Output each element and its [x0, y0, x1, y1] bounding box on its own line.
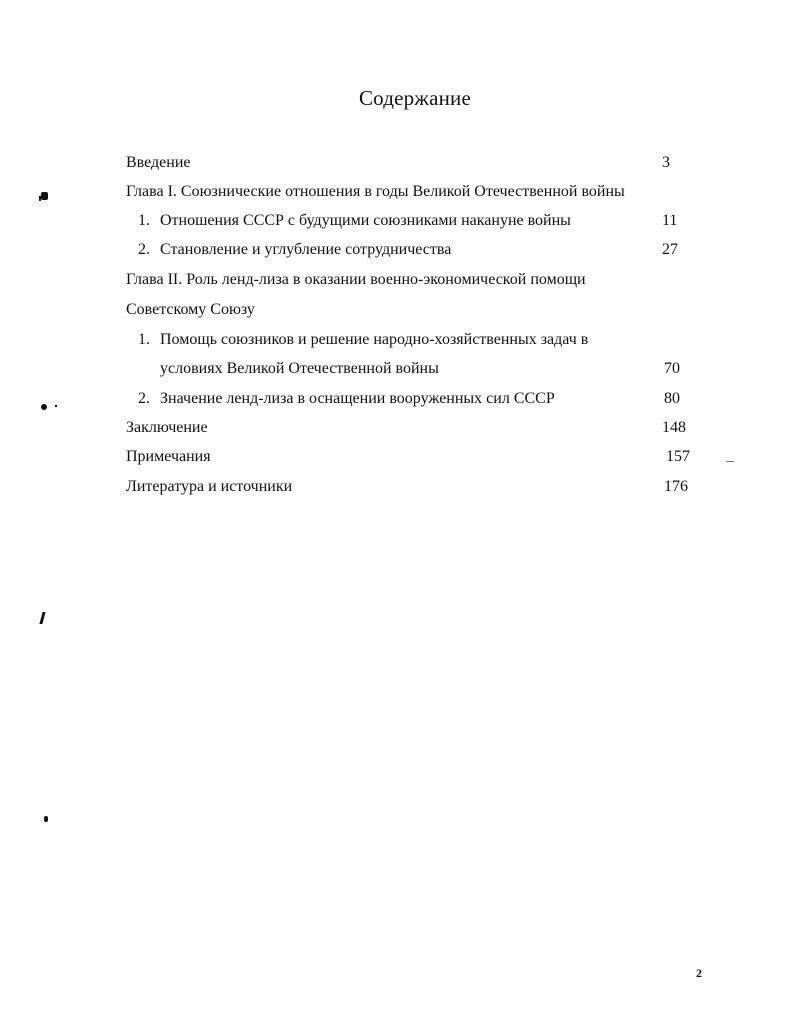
toc-entry-text: Помощь союзников и решение народно-хозяйственных задач в: [160, 331, 589, 348]
toc-page-number: 70: [664, 360, 680, 377]
toc-entry-introduction: [126, 153, 191, 173]
toc-entry-text: Отношения СССР с будущими союзниками накануне войны: [160, 212, 571, 229]
footer-page-number: 2: [696, 966, 702, 980]
scan-speck: [39, 196, 41, 201]
toc-page-number: 80: [664, 390, 680, 407]
scan-speck: [44, 816, 48, 822]
toc-entry-chapter-1: [126, 182, 625, 202]
toc-entry-text: условиях Великой Отечественной войны: [160, 360, 439, 377]
toc-entry-section-1-1: [138, 211, 571, 231]
toc-entry-chapter-2-cont: [126, 300, 255, 320]
toc-entry-literature: [126, 477, 292, 497]
toc-entry-number: 2.: [138, 390, 150, 407]
toc-page-number: 148: [662, 419, 686, 436]
toc-entry-section-2-1: [138, 330, 588, 350]
toc-entry-text: Литература и источники: [126, 478, 293, 495]
toc-entry-number: 1.: [138, 212, 150, 229]
toc-entry-section-2-2: [138, 389, 555, 409]
toc-entry-number: 2.: [138, 241, 150, 258]
toc-page-number: 3: [662, 154, 670, 171]
scan-speck: [41, 404, 47, 410]
toc-entry-number: 1.: [138, 331, 150, 348]
toc-entry-section-1-2: [138, 240, 451, 260]
toc-page-number: 11: [662, 212, 678, 229]
page-title: Содержание: [358, 86, 472, 110]
toc-entry-chapter-2: [126, 270, 586, 290]
toc-entry-text: Глава I. Союзнические отношения в годы Великой Отечественной войны: [126, 183, 625, 200]
toc-entry-section-2-1-cont: [160, 359, 439, 379]
toc-page-number: 157: [666, 448, 690, 465]
scan-speck: [726, 461, 734, 462]
toc-entry-notes: [126, 447, 211, 467]
toc-entry-text: Советскому Союзу: [126, 301, 255, 318]
toc-entry-text: Примечания: [126, 448, 211, 465]
scan-speck: [55, 405, 57, 407]
toc-entry-text: Заключение: [126, 419, 208, 436]
toc-page-number: 176: [664, 478, 688, 495]
toc-entry-text: Введение: [126, 154, 191, 171]
scan-speck: [41, 192, 48, 200]
toc-entry-conclusion: [126, 418, 208, 438]
toc-entry-text: Становление и углубление сотрудничества: [160, 241, 452, 258]
toc-entry-text: Значение ленд-лиза в оснащении вооруженных сил СССР: [160, 390, 555, 407]
scan-speck: [39, 612, 45, 624]
toc-page-number: 27: [662, 241, 678, 258]
toc-entry-text: Глава II. Роль ленд-лиза в оказании военно-экономической помощи: [126, 271, 586, 288]
